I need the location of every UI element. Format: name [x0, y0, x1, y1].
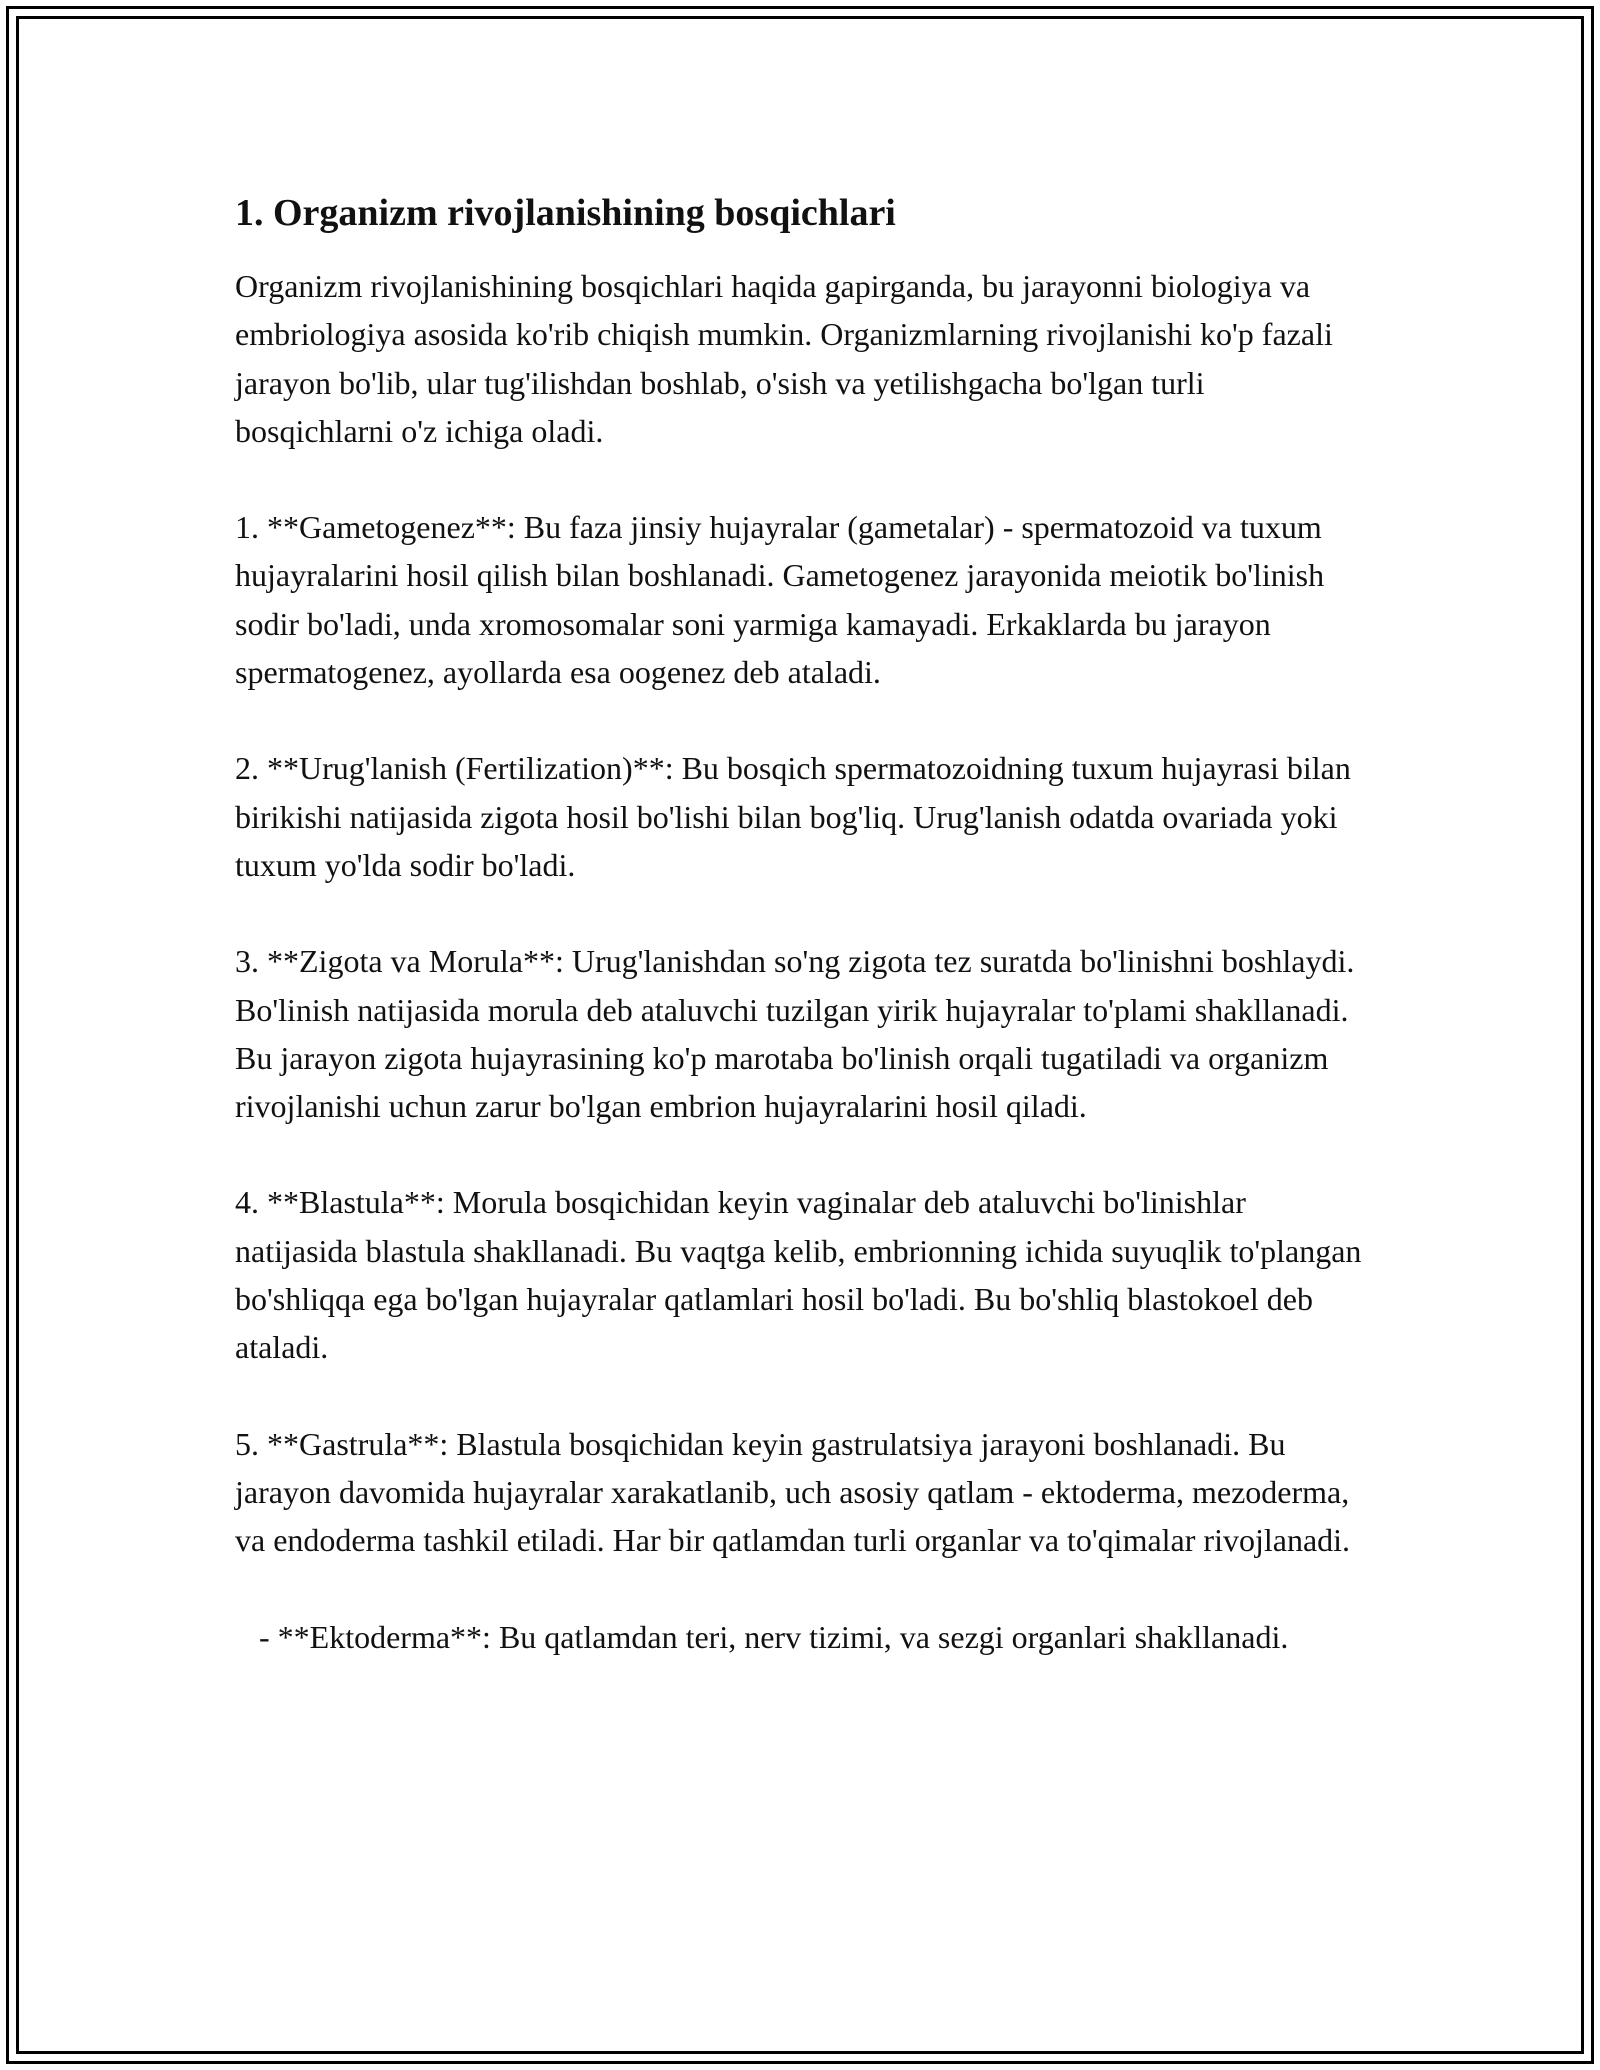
paragraph-gastrula: 5. **Gastrula**: Blastula bosqichidan keyin gastrulatsiya jarayoni boshlanadi. Bu jarayon davomida hujayralar xarakatlanib, uch asosiy qatlam - ektoderma, mezoderma, va endoderma tashkil etiladi. Har bir qatlamdan turli organlar va to'qimalar rivojlanadi. [235, 1425, 1358, 1559]
document-body [235, 186, 1370, 1661]
paragraph-gametogenez: 1. **Gametogenez**: Bu faza jinsiy hujayralar (gametalar) - spermatozoid va tuxum hujayralarini hosil qilish bilan boshlanadi. Gametogenez jarayonida meiotik bo'linish sodir bo'ladi, unda xromosomalar soni yarmiga kamayadi. Erkaklarda bu jarayon spermatogenez, ayollarda esa oogenez deb ataladi. [235, 509, 1333, 691]
paragraph-blastula: 4. **Blastula**: Morula bosqichidan keyin vaginalar deb ataluvchi bo'linishlar natijasida blastula shakllanadi. Bu vaqtga kelib, embrionning ichida suyuqlik to'plangan bo'shliqqa ega bo'lgan hujayralar qatlamlari hosil bo'ladi. Bu bo'shliq blastokoel deb ataladi. [235, 1184, 1370, 1366]
paragraph-ektoderma: - **Ektoderma**: Bu qatlamdan teri, nerv tizimi, va sezgi organlari shakllanadi. [235, 1618, 1289, 1655]
paragraph-zigota-morula: 3. **Zigota va Morula**: Urug'lanishdan so'ng zigota tez suratda bo'linishni boshlaydi. Bo'linish natijasida morula deb ataluvchi tuzilgan yirik hujayralar to'plami shakllanadi. Bu jarayon zigota hujayrasining ko'p marotaba bo'linish orqali tugatiladi va organizm rivojlanishi uchun zarur bo'lgan embrion hujayralarini hosil qiladi. [235, 943, 1363, 1125]
page-title: 1. Organizm rivojlanishining bosqichlari [235, 192, 896, 234]
paragraph-intro: Organizm rivojlanishining bosqichlari haqida gapirganda, bu jarayonni biologiya va embriologiya asosida ko'rib chiqish mumkin. Organizmlarning rivojlanishi ko'p fazali jarayon bo'lib, ular tug'ilishdan boshlab, o'sish va yetilishgacha bo'lgan turli bosqichlarni o'z ichiga oladi. [235, 268, 1341, 449]
paragraph-uruglanish: 2. **Urug'lanish (Fertilization)**: Bu bosqich spermatozoidning tuxum hujayrasi bilan birikishi natijasida zigota hosil bo'lishi bilan bog'liq. Urug'lanish odatda ovariada yoki tuxum yo'lda sodir bo'ladi. [235, 750, 1359, 883]
